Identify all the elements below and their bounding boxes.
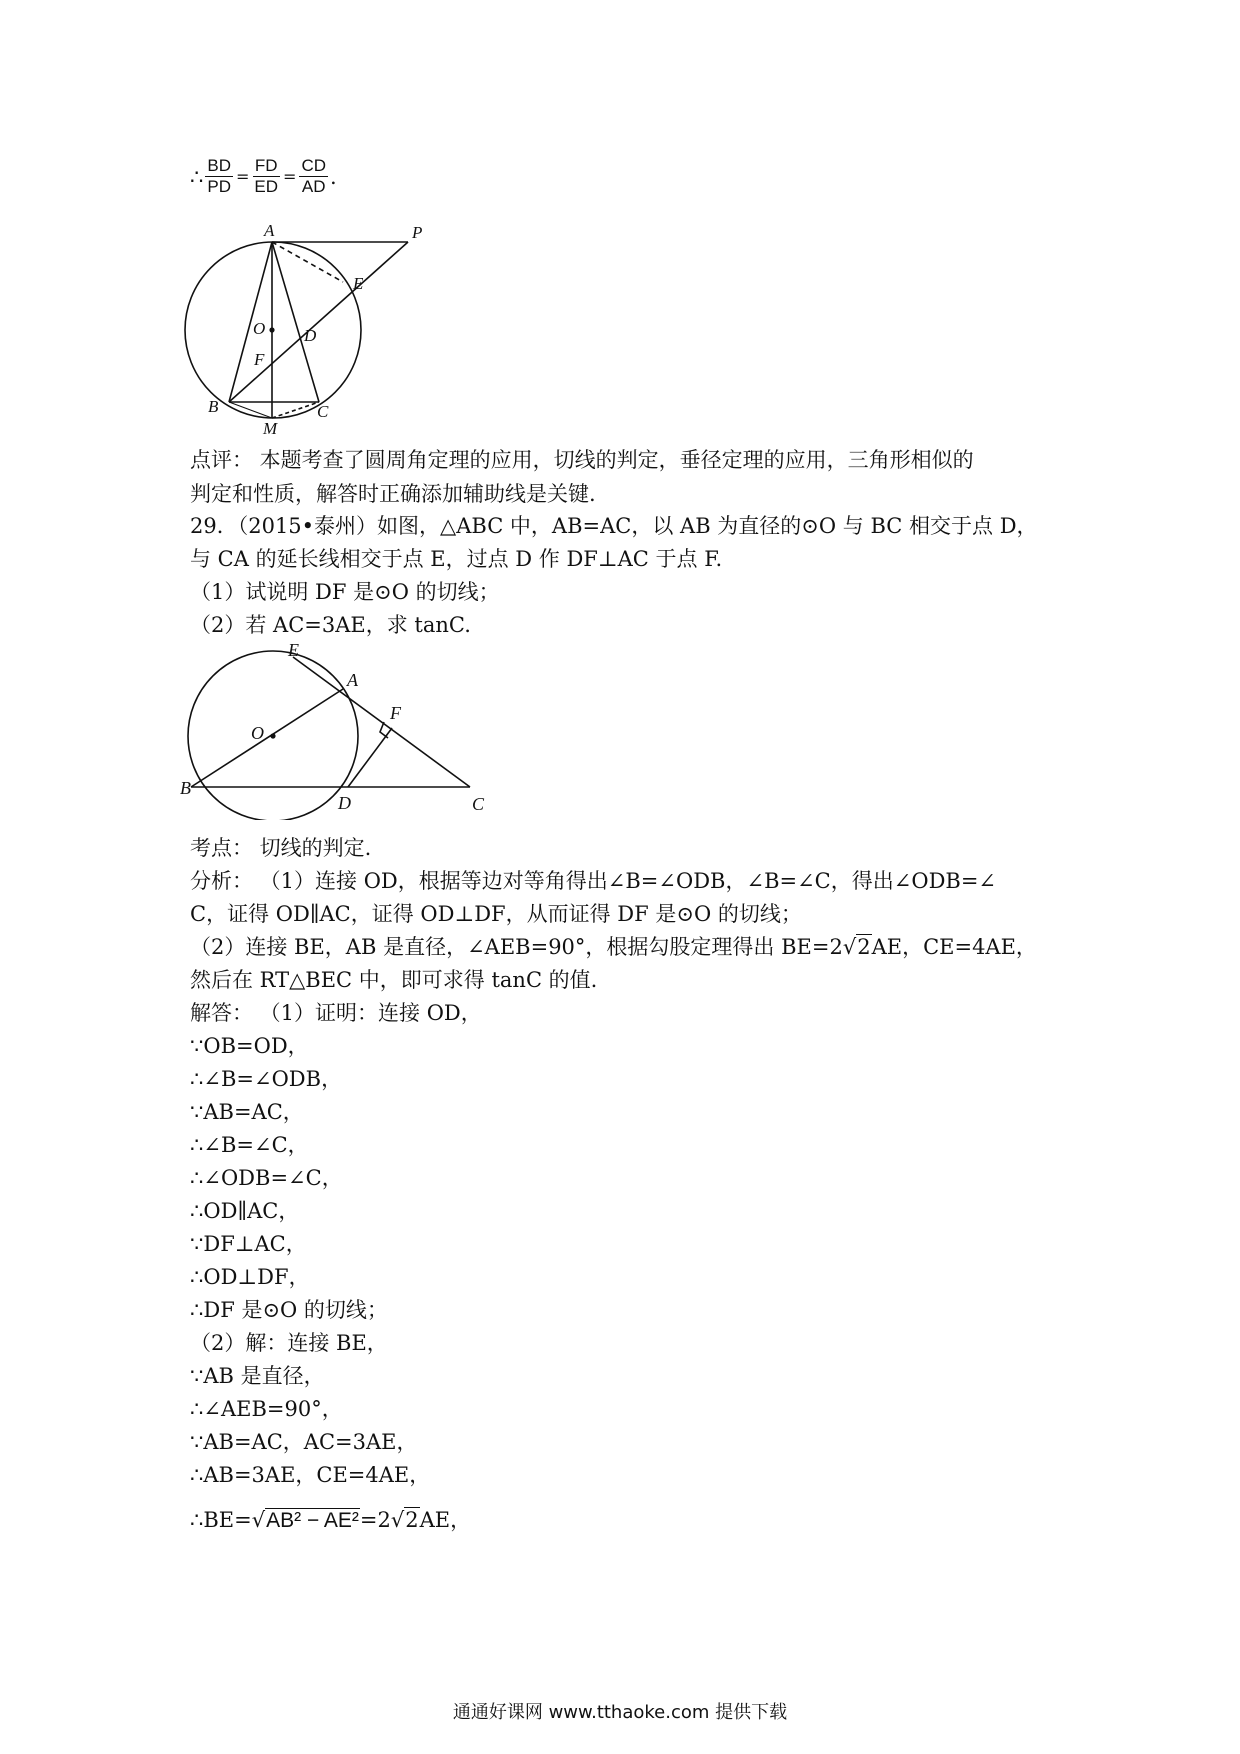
therefore-symbol: ∴ [190, 164, 204, 189]
sqrt-ab2-ae2: √AB² − AE² [251, 1508, 359, 1532]
radicand: 2 [857, 935, 871, 959]
radicand: 2 [405, 1508, 419, 1532]
label-f: F [254, 350, 265, 369]
sqrt-expression: √2 [842, 935, 871, 959]
sqrt-2: √2 [390, 1508, 419, 1532]
label-a: A [264, 222, 275, 240]
solution-line: ∵AB=AC， [190, 1100, 304, 1124]
label-b: B [208, 397, 219, 416]
segment-ec [293, 657, 470, 787]
figure-tangent-df [180, 644, 500, 820]
segment-ab [229, 242, 272, 402]
solution-line: ∴∠B=∠ODB， [190, 1067, 343, 1091]
label-e: E [288, 644, 299, 660]
review-line-1: 点评： 本题考查了圆周角定理的应用，切线的判定，垂径定理的应用，三角形相似的 [190, 448, 974, 472]
segment-be-through-a [191, 689, 343, 787]
solution-line: 解答： （1）证明：连接 OD， [190, 1001, 482, 1025]
solution-line: ∵DF⊥AC， [190, 1232, 307, 1256]
denominator: ED [254, 177, 279, 196]
label-d: D [338, 793, 351, 813]
fenxi-line-2: C，证得 OD∥AC，证得 OD⊥DF，从而证得 DF 是⊙O 的切线； [190, 902, 802, 926]
label-d: D [304, 326, 317, 345]
solution-line: ∴∠ODB=∠C， [190, 1166, 343, 1190]
be-result-line [190, 1506, 471, 1535]
label-a: A [347, 670, 358, 690]
figure-circle-triangle-tangent [180, 222, 440, 436]
numerator: CD [301, 156, 326, 175]
be-mid: =2 [359, 1508, 391, 1532]
solution-line: ∴DF 是⊙O 的切线； [190, 1298, 388, 1322]
fenxi-line-3 [190, 933, 1037, 961]
numerator: FD [254, 156, 278, 175]
kaodian-line: 考点： 切线的判定. [190, 836, 372, 860]
label-o: O [251, 723, 264, 743]
label-o: O [253, 319, 266, 338]
ratio-equation [190, 156, 337, 197]
problem-line-1: 29．（2015•泰州）如图，△ABC 中，AB=AC，以 AB 为直径的⊙O 与 BC 相交于点 D， [190, 514, 1038, 538]
label-f: F [390, 703, 401, 723]
fenxi-line-1: 分析： （1）连接 OD，根据等边对等角得出∠B=∠ODB，∠B=∠C，得出∠ODB=∠ [190, 869, 997, 893]
solution-line: ∴∠AEB=90°， [190, 1397, 343, 1421]
period: . [330, 164, 337, 189]
fenxi-3-text: （2）连接 BE，AB 是直径，∠AEB=90°，根据勾股定理得出 BE=2 [190, 935, 843, 959]
fraction-fd-ed [252, 156, 280, 197]
solution-line: ∴∠B=∠C， [190, 1133, 309, 1157]
equals-sign: = [236, 167, 250, 186]
be-prefix: ∴BE= [190, 1508, 252, 1532]
label-c: C [472, 794, 485, 814]
be-tail: AE， [419, 1508, 472, 1532]
label-b: B [180, 778, 191, 798]
fenxi-3-tail: AE，CE=4AE， [871, 935, 1037, 959]
fraction-cd-ad [299, 156, 328, 197]
label-e: E [353, 274, 364, 293]
label-p: P [412, 223, 423, 242]
problem-part-2: （2）若 AC=3AE，求 tanC. [190, 613, 471, 637]
denominator: PD [207, 177, 231, 196]
solution-line: ∴OD∥AC， [190, 1199, 300, 1223]
denominator: AD [301, 177, 326, 196]
problem-part-1: （1）试说明 DF 是⊙O 的切线； [190, 580, 500, 604]
numerator: BD [207, 156, 231, 175]
center-dot-o [270, 733, 275, 738]
solution-line: ∵OB=OD， [190, 1034, 309, 1058]
solution-line: ∵AB=AC，AC=3AE， [190, 1430, 418, 1454]
radicand: AB² − AE² [266, 1509, 359, 1532]
fenxi-line-4: 然后在 RT△BEC 中，即可求得 tanC 的值. [190, 968, 598, 992]
label-m: M [263, 419, 278, 436]
label-c: C [317, 402, 329, 421]
equals-sign: = [283, 167, 297, 186]
segment-ac [272, 242, 319, 402]
center-dot-o [269, 327, 274, 332]
solution-line: （2）解：连接 BE， [190, 1331, 388, 1355]
page-footer: 通通好课网 www.tthaoke.com 提供下载 [452, 1702, 788, 1723]
problem-line-2: 与 CA 的延长线相交于点 E，过点 D 作 DF⊥AC 于点 F. [190, 547, 723, 571]
solution-line: ∴OD⊥DF， [190, 1265, 310, 1289]
review-line-2: 判定和性质，解答时正确添加辅助线是关键. [190, 482, 596, 506]
fraction-bd-pd [205, 156, 233, 197]
solution-line: ∵AB 是直径， [190, 1364, 325, 1388]
solution-line: ∴AB=3AE，CE=4AE， [190, 1463, 431, 1487]
